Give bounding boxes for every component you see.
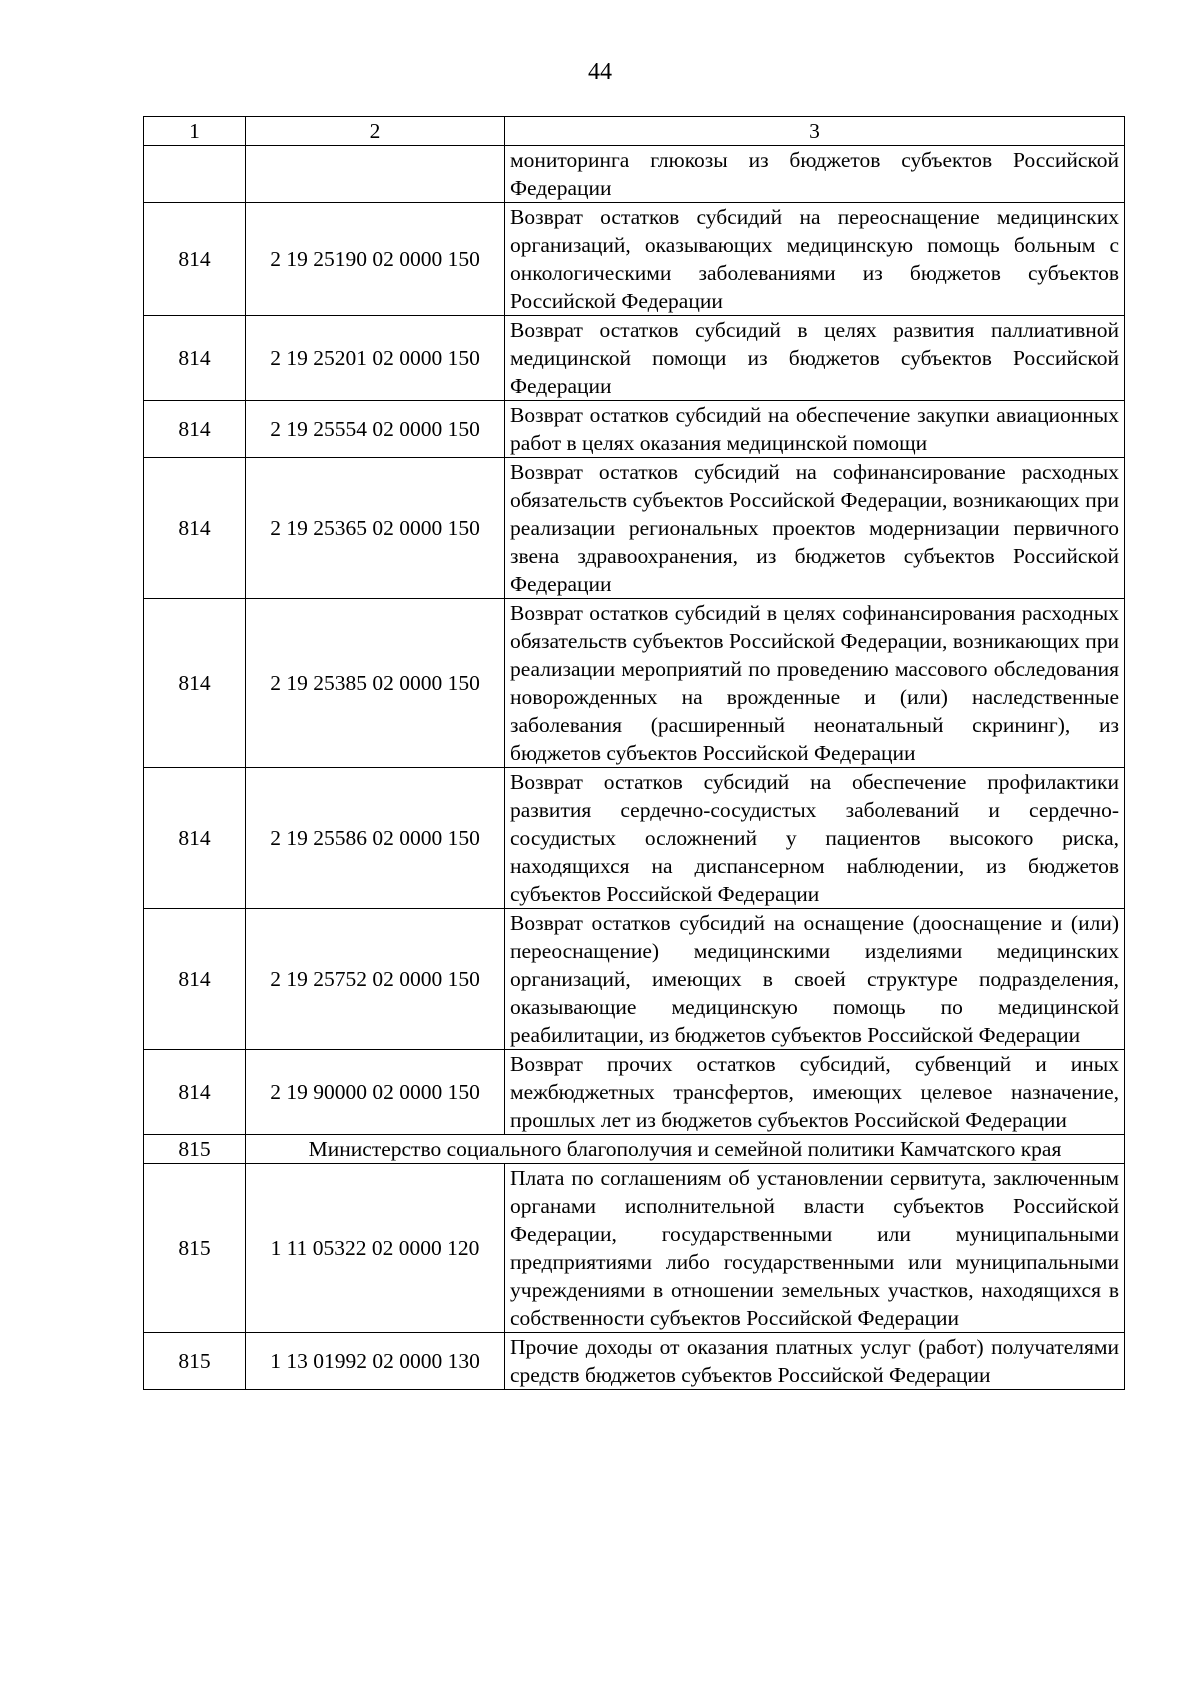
table-row [144, 1164, 1125, 1333]
revenue-code-cell: 2 19 25554 02 0000 150 [246, 401, 505, 458]
admin-code-cell: 814 [144, 401, 246, 458]
revenue-codes-table [143, 116, 1125, 1390]
revenue-code-cell: 2 19 25201 02 0000 150 [246, 316, 505, 401]
table-row [144, 146, 1125, 203]
department-name: Министерство социального благополучия и семейной политики Камчатского края [246, 1135, 1125, 1164]
admin-code-cell: 814 [144, 599, 246, 768]
table-row [144, 458, 1125, 599]
table-row [144, 909, 1125, 1050]
revenue-code-cell: 1 13 01992 02 0000 130 [246, 1333, 505, 1390]
table-row [144, 599, 1125, 768]
description-cell: мониторинга глюкозы из бюджетов субъектов Российской Федерации [505, 146, 1125, 203]
admin-code-cell: 814 [144, 316, 246, 401]
table-row [144, 1333, 1125, 1390]
description-cell: Возврат остатков субсидий на переоснащение медицинских организаций, оказывающих медицинскую помощь больным с онкологическими заболеваниями из бюджетов субъектов Российской Федерации [505, 203, 1125, 316]
description-cell: Возврат остатков субсидий на оснащение (дооснащение и (или) переоснащение) медицинскими изделиями медицинских организаций, имеющих в своей структуре подразделения, оказывающие медицинскую помощь по медицинской реабилитации, из бюджетов субъектов Российской Федерации [505, 909, 1125, 1050]
revenue-code-cell: 2 19 25190 02 0000 150 [246, 203, 505, 316]
table-row [144, 1050, 1125, 1135]
department-admin-code: 815 [144, 1135, 246, 1164]
description-cell: Возврат остатков субсидий в целях софинансирования расходных обязательств субъектов Российской Федерации, возникающих при реализации мероприятий по проведению массового обследования новорожденных на врожденные и (или) наследственные заболевания (расширенный неонатальный скрининг), из бюджетов субъектов Российской Федерации [505, 599, 1125, 768]
revenue-code-cell: 2 19 25586 02 0000 150 [246, 768, 505, 909]
revenue-code-cell: 2 19 90000 02 0000 150 [246, 1050, 505, 1135]
table-row [144, 768, 1125, 909]
header-col-3: 3 [505, 117, 1125, 146]
header-col-2: 2 [246, 117, 505, 146]
admin-code-cell [144, 146, 246, 203]
admin-code-cell: 815 [144, 1333, 246, 1390]
admin-code-cell: 814 [144, 203, 246, 316]
header-col-1: 1 [144, 117, 246, 146]
description-cell: Возврат остатков субсидий на обеспечение закупки авиационных работ в целях оказания медицинской помощи [505, 401, 1125, 458]
table-row [144, 316, 1125, 401]
description-cell: Прочие доходы от оказания платных услуг (работ) получателями средств бюджетов субъектов Российской Федерации [505, 1333, 1125, 1390]
admin-code-cell: 814 [144, 1050, 246, 1135]
revenue-code-cell: 1 11 05322 02 0000 120 [246, 1164, 505, 1333]
description-cell: Возврат остатков субсидий на софинансирование расходных обязательств субъектов Российской Федерации, возникающих при реализации региональных проектов модернизации первичного звена здравоохранения, из бюджетов субъектов Российской Федерации [505, 458, 1125, 599]
description-cell: Возврат прочих остатков субсидий, субвенций и иных межбюджетных трансфертов, имеющих целевое назначение, прошлых лет из бюджетов субъектов Российской Федерации [505, 1050, 1125, 1135]
revenue-code-cell: 2 19 25365 02 0000 150 [246, 458, 505, 599]
admin-code-cell: 814 [144, 458, 246, 599]
description-cell: Возврат остатков субсидий на обеспечение профилактики развития сердечно-сосудистых заболеваний и сердечно-сосудистых осложнений у пациентов высокого риска, находящихся на диспансерном наблюдении, из бюджетов субъектов Российской Федерации [505, 768, 1125, 909]
admin-code-cell: 815 [144, 1164, 246, 1333]
revenue-code-cell [246, 146, 505, 203]
table-row [144, 401, 1125, 458]
revenue-code-cell: 2 19 25752 02 0000 150 [246, 909, 505, 1050]
table-row [144, 203, 1125, 316]
department-row [144, 1135, 1125, 1164]
admin-code-cell: 814 [144, 909, 246, 1050]
admin-code-cell: 814 [144, 768, 246, 909]
revenue-code-cell: 2 19 25385 02 0000 150 [246, 599, 505, 768]
page-number: 44 [588, 59, 612, 85]
table-header-row [144, 117, 1125, 146]
description-cell: Плата по соглашениям об установлении сервитута, заключенным органами исполнительной власти субъектов Российской Федерации, государственными или муниципальными предприятиями либо государственными или муниципальными учреждениями в отношении земельных участков, находящихся в собственности субъектов Российской Федерации [505, 1164, 1125, 1333]
description-cell: Возврат остатков субсидий в целях развития паллиативной медицинской помощи из бюджетов субъектов Российской Федерации [505, 316, 1125, 401]
